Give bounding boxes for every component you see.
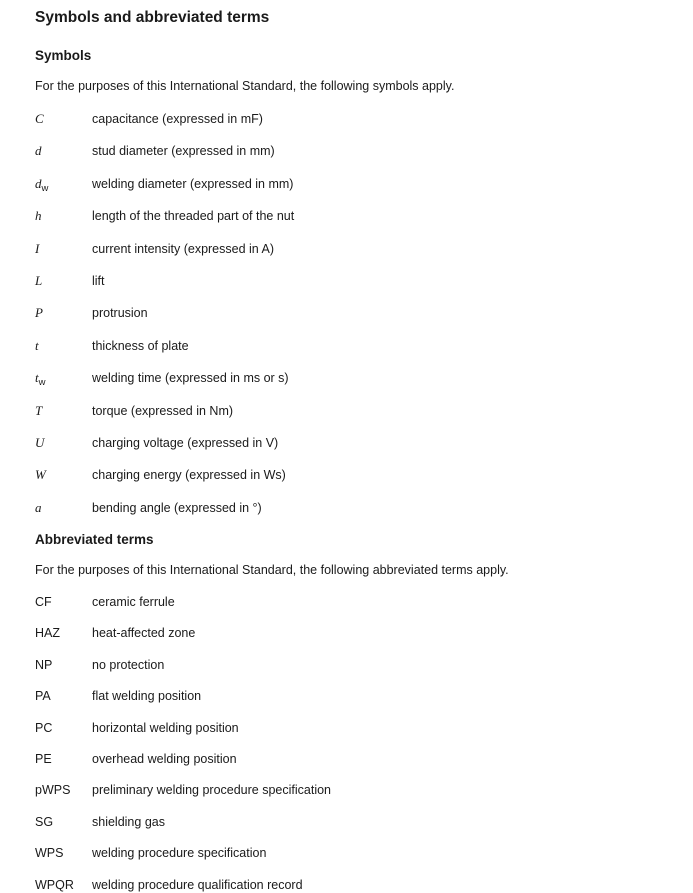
abbreviation-row <box>35 721 663 736</box>
symbol-definition: charging voltage (expressed in V) <box>92 435 279 450</box>
symbol-subscript: w <box>41 182 49 194</box>
symbol-row <box>35 143 663 159</box>
symbols-intro: For the purposes of this International Standard, the following symbols apply. <box>35 79 455 93</box>
abbreviation-list <box>35 595 663 893</box>
symbol: L <box>35 272 43 288</box>
symbol-definition: torque (expressed in Nm) <box>92 403 234 418</box>
symbol-row <box>35 208 663 224</box>
symbols-section <box>35 48 663 516</box>
symbol-definition: current intensity (expressed in A) <box>92 241 275 256</box>
abbreviations-heading: Abbreviated terms <box>35 532 154 548</box>
abbreviation-term: pWPS <box>35 783 71 798</box>
abbreviation-row <box>35 595 663 610</box>
abbreviation-term: CF <box>35 595 52 610</box>
abbreviation-term: WPQR <box>35 877 74 892</box>
abbreviation-row <box>35 658 663 673</box>
abbreviation-term: PA <box>35 689 51 704</box>
symbol-definition: charging energy (expressed in Ws) <box>92 468 286 483</box>
abbreviation-row <box>35 783 663 798</box>
abbreviation-definition: overhead welding position <box>92 752 237 767</box>
abbreviation-definition: preliminary welding procedure specification <box>92 783 332 798</box>
symbol-row <box>35 403 663 419</box>
symbol-definition: protrusion <box>92 306 148 321</box>
symbols-heading: Symbols <box>35 48 92 63</box>
abbreviation-term: WPS <box>35 846 64 861</box>
abbreviation-term: HAZ <box>35 626 60 641</box>
symbol-row <box>35 467 663 483</box>
abbreviation-row <box>35 626 663 641</box>
symbol-row <box>35 305 663 321</box>
symbol-definition: welding diameter (expressed in mm) <box>92 176 294 191</box>
abbreviation-definition: horizontal welding position <box>92 720 239 735</box>
abbreviation-term: PC <box>35 720 53 735</box>
abbreviation-definition: welding procedure specification <box>92 846 267 861</box>
symbol-definition: stud diameter (expressed in mm) <box>92 144 275 159</box>
abbreviation-term: NP <box>35 657 53 672</box>
symbol: h <box>35 208 42 224</box>
symbol-definition: thickness of plate <box>92 338 189 353</box>
abbreviation-definition: ceramic ferrule <box>92 595 175 610</box>
symbol-row <box>35 273 663 289</box>
symbol: U <box>35 434 45 450</box>
symbol: d <box>35 143 42 159</box>
abbreviations-section <box>35 532 663 893</box>
symbol-definition: welding time (expressed in ms or s) <box>92 371 289 386</box>
symbol-definition: lift <box>92 273 105 288</box>
abbreviation-definition: welding procedure qualification record <box>92 877 303 892</box>
symbol-row <box>35 111 663 127</box>
symbol-subscript: w <box>38 377 46 389</box>
abbreviation-row <box>35 815 663 830</box>
page-title: Symbols and abbreviated terms <box>35 9 270 26</box>
symbol: C <box>35 111 44 126</box>
symbol: I <box>35 240 40 256</box>
symbol-row <box>35 435 663 451</box>
symbol: a <box>35 499 42 515</box>
abbreviation-term: PE <box>35 752 52 767</box>
symbol: W <box>35 467 46 483</box>
abbreviation-definition: no protection <box>92 657 165 672</box>
symbol-list <box>35 111 663 516</box>
symbol-row <box>35 338 663 354</box>
symbol-row <box>35 500 663 516</box>
symbol-row <box>35 241 663 257</box>
symbol-definition: length of the threaded part of the nut <box>92 209 295 224</box>
symbol: $d_w$ <box>35 175 49 194</box>
symbol: $t_w$ <box>35 370 46 389</box>
symbol-row <box>35 176 663 192</box>
abbreviation-definition: flat welding position <box>92 689 202 704</box>
symbol-definition: bending angle (expressed in °) <box>92 500 262 515</box>
abbreviation-row <box>35 878 663 893</box>
symbol-row <box>35 370 663 389</box>
symbol: P <box>35 305 43 321</box>
abbreviations-intro: For the purposes of this International Standard, the following abbreviated terms apply. <box>35 563 509 578</box>
symbol: T <box>35 402 43 418</box>
abbreviation-term: SG <box>35 814 54 829</box>
abbreviation-definition: heat-affected zone <box>92 626 196 641</box>
abbreviation-definition: shielding gas <box>92 814 165 829</box>
abbreviation-row <box>35 689 663 704</box>
symbol: t <box>35 337 39 353</box>
symbol-definition: capacitance (expressed in mF) <box>92 112 263 126</box>
abbreviation-row <box>35 846 663 861</box>
abbreviation-row <box>35 752 663 767</box>
